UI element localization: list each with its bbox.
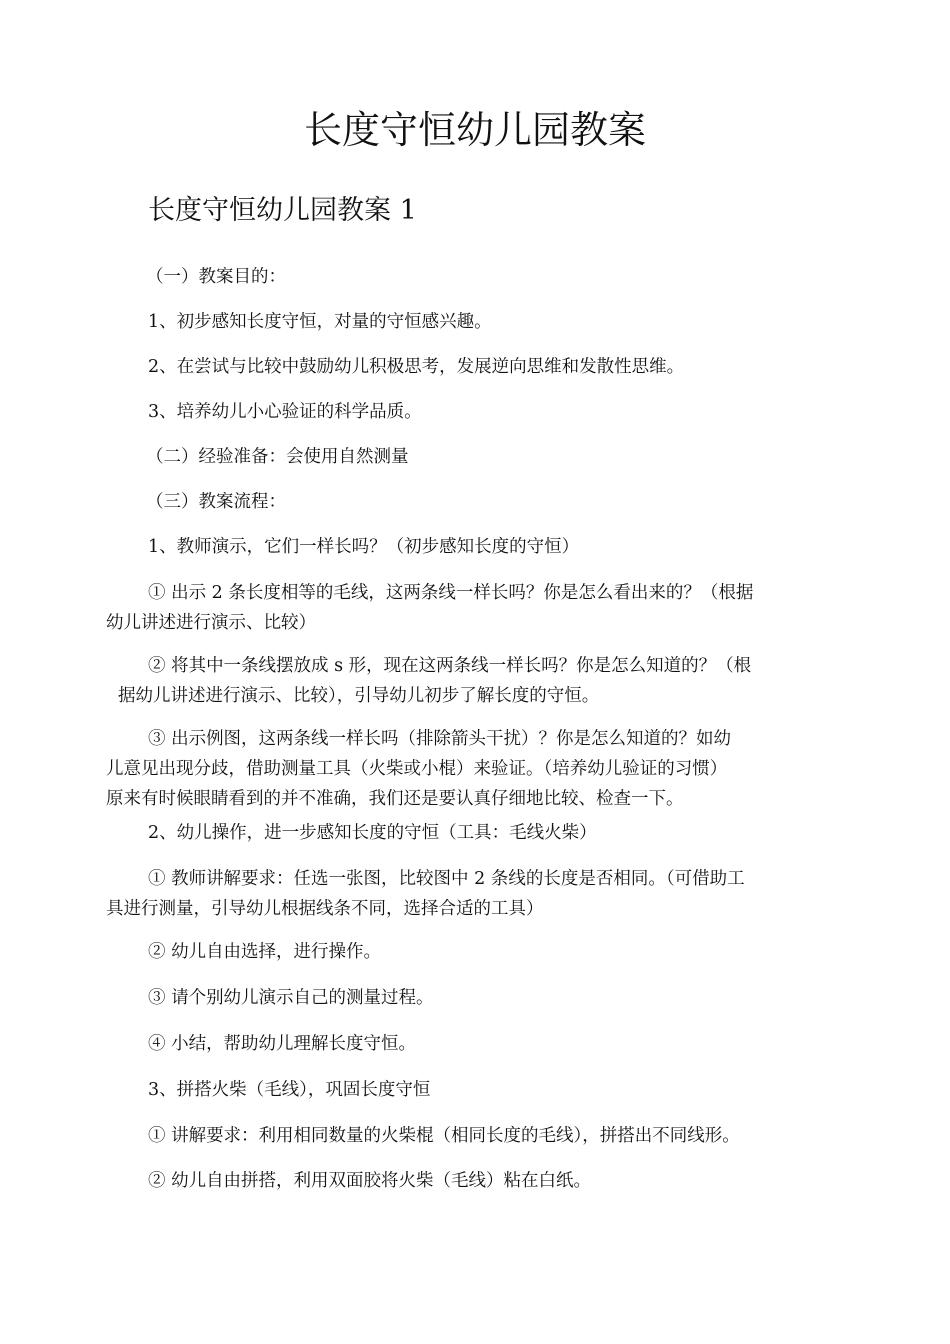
section-heading: 长度守恒幼儿园教案 1 <box>148 195 417 226</box>
paragraph-line: ① 出示 2 条长度相等的毛线，这两条线一样长吗？你是怎么看出来的？（根据 <box>148 583 754 603</box>
paragraph: 1、教师演示，它们一样长吗？（初步感知长度的守恒） <box>148 537 580 557</box>
paragraph: 3、拼搭火柴（毛线），巩固长度守恒 <box>148 1080 431 1100</box>
paragraph <box>106 651 751 711</box>
paragraph-line: ① 教师讲解要求：任选一张图，比较图中 2 条线的长度是否相同。（可借助工 <box>148 869 745 889</box>
paragraph-line: 具进行测量，引导幼儿根据线条不同，选择合适的工具） <box>106 899 544 919</box>
paragraph: ② 幼儿自由选择，进行操作。 <box>148 942 382 962</box>
paragraph-line: ② 将其中一条线摆放成 s 形，现在这两条线一样长吗？你是怎么知道的？（根 <box>148 656 752 676</box>
paragraph: ③ 请个别幼儿演示自己的测量过程。 <box>148 988 434 1008</box>
paragraph-line: ③ 出示例图，这两条线一样长吗（排除箭头干扰）？你是怎么知道的？如幼 <box>148 729 732 749</box>
paragraph: 2、幼儿操作，进一步感知长度的守恒（工具：毛线火柴） <box>148 823 597 843</box>
paragraph-line: 儿意见出现分歧，借助测量工具（火柴或小棍）来验证。（培养幼儿验证的习惯） <box>106 759 728 779</box>
paragraph <box>106 724 731 814</box>
paragraph: ④ 小结，帮助幼儿理解长度守恒。 <box>148 1034 417 1054</box>
paragraph <box>106 864 745 924</box>
document-title: 长度守恒幼儿园教案 <box>303 108 646 152</box>
paragraph: 2、在尝试与比较中鼓励幼儿积极思考，发展逆向思维和发散性思维。 <box>148 357 685 377</box>
paragraph: （三）教案流程： <box>146 492 286 512</box>
paragraph-line: 据幼儿讲述进行演示、比较），引导幼儿初步了解长度的守恒。 <box>118 686 600 706</box>
paragraph: ② 幼儿自由拼搭，利用双面胶将火柴（毛线）粘在白纸。 <box>148 1171 592 1191</box>
paragraph-line: 原来有时候眼睛看到的并不准确，我们还是要认真仔细地比较、检查一下。 <box>106 789 684 809</box>
paragraph: （二）经验准备：会使用自然测量 <box>146 447 409 467</box>
paragraph: 1、初步感知长度守恒，对量的守恒感兴趣。 <box>148 312 492 332</box>
paragraph: ① 讲解要求：利用相同数量的火柴棍（相同长度的毛线），拼搭出不同线形。 <box>148 1126 740 1146</box>
paragraph <box>106 578 753 638</box>
paragraph: （一）教案目的： <box>146 267 286 287</box>
paragraph: 3、培养幼儿小心验证的科学品质。 <box>148 402 422 422</box>
paragraph-line: 幼儿讲述进行演示、比较） <box>106 613 316 633</box>
